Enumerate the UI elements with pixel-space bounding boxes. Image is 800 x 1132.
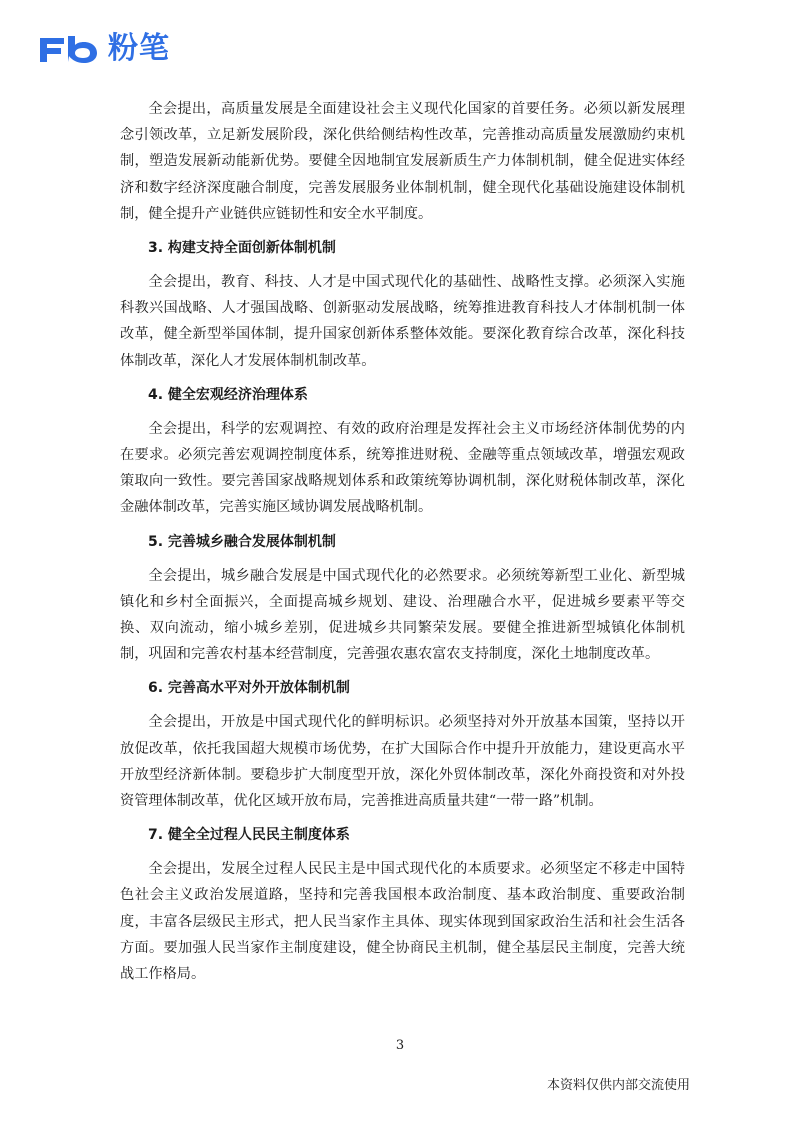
body-paragraph: 全会提出，科学的宏观调控、有效的政府治理是发挥社会主义市场经济体制优势的内在要求。必须完善宏观调控制度体系，统筹推进财税、金融等重点领域改革，增强宏观政策取向一致性。要完善国家战略规划体系和政策统筹协调机制，深化财税体制改革，深化金融体制改革，完善实施区域协调发展战略机制。 [120,420,685,516]
brand-name: 粉笔 [108,31,170,66]
section-heading: 4. 健全宏观经济治理体系 [148,386,308,403]
footer-note: 本资料仅供内部交流使用 [546,1078,690,1093]
section-heading: 7. 健全全过程人民民主制度体系 [148,827,350,844]
body-paragraph: 全会提出，高质量发展是全面建设社会主义现代化国家的首要任务。必须以新发展理念引领改革，立足新发展阶段，深化供给侧结构性改革，完善推动高质量发展激励约束机制，塑造发展新动能新优势。要健全因地制宜发展新质生产力体制机制，健全促进实体经济和数字经济深度融合制度，完善发展服务业体制机制，健全现代化基础设施建设体制机制，健全提升产业链供应链韧性和安全水平制度。 [120,101,685,222]
body-paragraph: 全会提出，教育、科技、人才是中国式现代化的基础性、战略性支撑。必须深入实施科教兴国战略、人才强国战略、创新驱动发展战略，统筹推进教育科技人才体制机制一体改革，健全新型举国体制，提升国家创新体系整体效能。要深化教育综合改革，深化科技体制改革，深化人才发展体制机制改革。 [120,274,685,369]
brand-logo [36,32,170,66]
section-heading: 6. 完善高水平对外开放体制机制 [148,680,350,697]
body-paragraph: 全会提出，开放是中国式现代化的鲜明标识。必须坚持对外开放基本国策，坚持以开放促改革，依托我国超大规模市场优势，在扩大国际合作中提升开放能力，建设更高水平开放型经济新体制。要稳步扩大制度型开放，深化外贸体制改革，深化外商投资和对外投资管理体制改革，优化区域开放布局，完善推进高质量共建“一带一路”机制。 [120,714,685,810]
body-paragraph: 全会提出，发展全过程人民民主是中国式现代化的本质要求。必须坚定不移走中国特色社会主义政治发展道路，坚持和完善我国根本政治制度、基本政治制度、重要政治制度，丰富各层级民主形式，把人民当家作主具体、现实体现到国家政治生活和社会生活各方面。要加强人民当家作主制度建设，健全协商民主机制，健全基层民主制度，完善大统战工作格局。 [120,861,685,983]
section-heading: 5. 完善城乡融合发展体制机制 [148,533,336,550]
section-heading: 3. 构建支持全面创新体制机制 [148,240,336,257]
body-paragraph: 全会提出，城乡融合发展是中国式现代化的必然要求。必须统筹新型工业化、新型城镇化和乡村全面振兴，全面提高城乡规划、建设、治理融合水平，促进城乡要素平等交换、双向流动，缩小城乡差别，促进城乡共同繁荣发展。要健全推进新型城镇化体制机制，巩固和完善农村基本经营制度，完善强农惠农富农支持制度，深化土地制度改革。 [120,567,685,663]
fenbi-logo-icon [36,32,104,66]
document-body [120,96,685,987]
page-number: 3 [395,1038,405,1053]
